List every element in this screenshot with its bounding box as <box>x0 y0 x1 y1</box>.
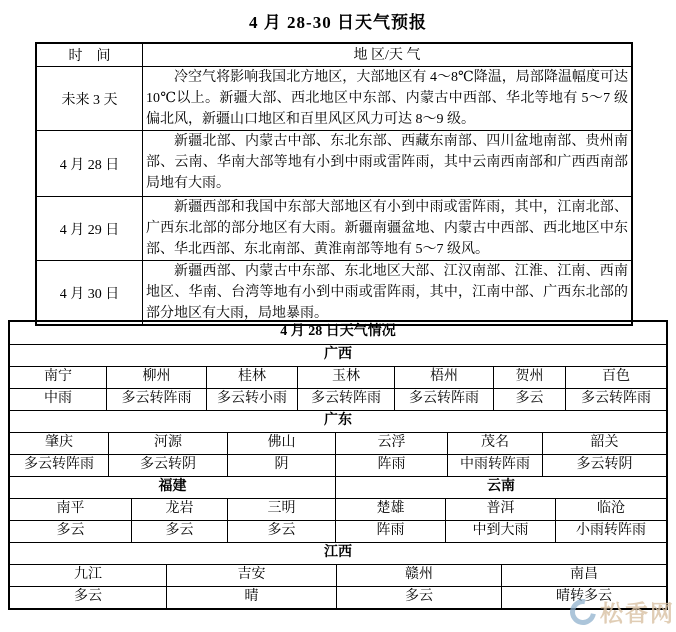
weather-cell: 多云 <box>336 587 501 608</box>
weather-cell: 多云转阴 <box>542 455 666 476</box>
desc-cell <box>143 131 631 196</box>
guangdong-city-row <box>10 432 666 454</box>
city-cell: 南平 <box>56 501 85 516</box>
city-cell: 茂名 <box>447 433 542 454</box>
city-cell: 佛山 <box>227 433 335 454</box>
weather-cell: 多云 <box>131 521 227 542</box>
forecast-table <box>35 42 633 326</box>
conditions-title: 4 月 28 日天气情况 <box>280 324 396 339</box>
province-header-guangdong: 广东 <box>10 410 666 432</box>
city-cell: 龙岩 <box>131 499 227 520</box>
forecast-row-apr28 <box>37 130 631 196</box>
weather-cell: 多云转阴 <box>108 455 227 476</box>
forecast-row-apr30 <box>37 260 631 324</box>
city-cell: 临沧 <box>555 499 666 520</box>
weather-cell: 多云转阵雨 <box>24 457 94 472</box>
weather-cell: 阵雨 <box>335 521 445 542</box>
weather-cell: 中雨转阵雨 <box>447 455 542 476</box>
time-cell: 4 月 28 日 <box>37 131 143 196</box>
weather-cell: 阴 <box>227 455 335 476</box>
city-cell: 河源 <box>108 433 227 454</box>
city-cell: 云浮 <box>335 433 447 454</box>
forecast-row-next3days <box>37 66 631 130</box>
weather-cell: 阵雨 <box>335 455 447 476</box>
forecast-row-apr29 <box>37 196 631 260</box>
city-cell: 柳州 <box>106 367 206 388</box>
desc-cell <box>143 197 631 260</box>
watermark-text: 松香网 <box>600 601 675 626</box>
city-cell: 韶关 <box>542 433 666 454</box>
jiangxi-weather-row <box>10 586 666 608</box>
weather-cell: 中到大雨 <box>445 521 555 542</box>
desc-cell <box>143 67 631 130</box>
desc-text: 新疆西部和我国中东部大部地区有小到中雨或雷阵雨，其中，江南北部、广西东北部的部分地区有大雨。新疆南疆盆地、内蒙古中西部、西北地区中东部、华北西部、东北南部、黄淮南部等地有 5～7 级风。 <box>146 200 628 257</box>
city-cell: 百色 <box>565 367 666 388</box>
city-cell: 南宁 <box>44 369 72 384</box>
guangxi-city-row <box>10 366 666 388</box>
jiangxi-city-row <box>10 564 666 586</box>
city-cell: 楚雄 <box>335 499 445 520</box>
weather-cell: 小雨转阵雨 <box>555 521 666 542</box>
weather-cell: 多云 <box>56 523 85 538</box>
fujian-yunnan-city-row <box>10 498 666 520</box>
city-cell: 梧州 <box>394 367 493 388</box>
region-weather-header-cell: 地 区/天 气 <box>353 47 421 63</box>
weather-cell: 多云转小雨 <box>206 389 297 410</box>
guangdong-weather-row <box>10 454 666 476</box>
time-cell: 4 月 30 日 <box>37 261 143 324</box>
city-cell: 南昌 <box>501 565 666 586</box>
time-cell: 4 月 29 日 <box>37 197 143 260</box>
city-cell: 桂林 <box>206 367 297 388</box>
page-title: 4 月 28-30 日天气预报 <box>249 13 427 32</box>
city-cell: 九江 <box>74 567 102 582</box>
city-cell: 赣州 <box>336 565 501 586</box>
weather-cell: 晴 <box>166 587 336 608</box>
city-cell: 吉安 <box>166 565 336 586</box>
conditions-table <box>8 320 668 610</box>
desc-text: 新疆北部、内蒙古中部、东北东部、西藏东南部、四川盆地南部、贵州南部、云南、华南大部等地有小到中雨或雷阵雨，其中云南西南部和广西西南部局地有大雨。 <box>146 134 628 191</box>
weather-cell: 多云转阵雨 <box>297 389 394 410</box>
city-cell: 三明 <box>227 499 335 520</box>
time-cell: 未来 3 天 <box>37 67 143 130</box>
weather-cell: 多云 <box>74 589 102 604</box>
weather-cell: 多云转阵雨 <box>106 389 206 410</box>
weather-cell: 多云 <box>227 521 335 542</box>
weather-cell: 晴转多云 <box>501 587 666 608</box>
province-header-fujian-yunnan <box>10 476 666 498</box>
time-header-cell: 时 间 <box>37 44 143 66</box>
province-header-jiangxi: 江西 <box>10 542 666 564</box>
desc-cell <box>143 261 631 324</box>
weather-cell: 多云转阵雨 <box>565 389 666 410</box>
desc-text: 新疆西部、内蒙古中东部、东北地区大部、江汉南部、江淮、江南、西南地区、华南、台湾等地有小到中雨或雷阵雨，其中，江南中部、广西东北部的部分地区有大雨，局地暴雨。 <box>146 264 628 321</box>
desc-text: 冷空气将影响我国北方地区，大部地区有 4～8℃降温，局部降温幅度可达10℃以上。新疆大部、西北地区中东部、内蒙古中西部、华北等地有 5～7 级偏北风，新疆山口地区和百里风区风力可达 8～9 级。 <box>146 70 628 127</box>
fujian-yunnan-weather-row <box>10 520 666 542</box>
city-cell: 肇庆 <box>45 435 73 450</box>
forecast-header-row <box>37 44 631 66</box>
city-cell: 普洱 <box>445 499 555 520</box>
guangxi-weather-row <box>10 388 666 410</box>
weather-cell: 中雨 <box>44 391 72 406</box>
province-header-fujian: 福建 <box>158 479 187 494</box>
city-cell: 玉林 <box>297 367 394 388</box>
province-header-guangxi: 广西 <box>10 344 666 366</box>
weather-cell: 多云 <box>493 389 565 410</box>
city-cell: 贺州 <box>493 367 565 388</box>
weather-cell: 多云转阵雨 <box>394 389 493 410</box>
province-header-yunnan: 云南 <box>335 477 666 498</box>
